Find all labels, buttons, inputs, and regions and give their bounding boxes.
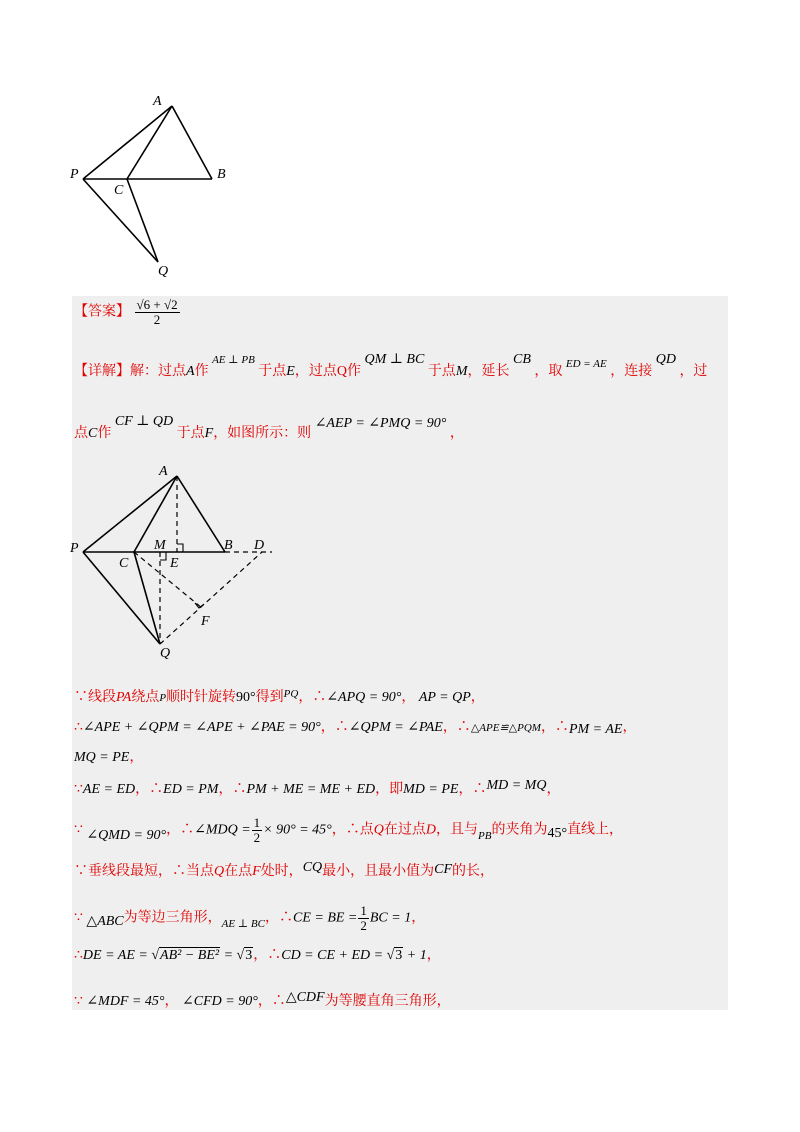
proof-line-6: ∵垂线段最短，∴当点Q在点F处时，CQ最小，且最小值为CF的长， <box>74 860 495 879</box>
fig2-label-q: Q <box>160 646 171 660</box>
proof-line-5: ∵ ∠QMD = 90°，∴∠MDQ = $\frac{1}{2}$ × 90° = 45°，∴点Q在过点D，且与$_{PB}$的夹角为45°直线上， <box>74 815 624 845</box>
proof-line-3: MQ = PE， <box>74 750 144 765</box>
fig2-label-p: P <box>70 541 79 556</box>
fig2-label-d: D <box>254 538 265 553</box>
label-c: C <box>114 183 124 198</box>
proof-line-4: ∵AE = ED，∴ED = PM，∴PM + ME = ME + ED，即MD = PE，∴MD = MQ， <box>74 778 561 797</box>
detail-tag: 【详解】 <box>74 364 130 379</box>
proof-line-2: ∴∠APE + ∠QPM = ∠APE + ∠PAE = 90°，∴∠QPM = ∠PAE，∴△APE≌△PQM，∴PM = AE， <box>74 720 637 737</box>
figure-triangle-rotation <box>62 90 252 280</box>
half-fraction: $\frac{1}{2}$ <box>253 815 261 845</box>
fig2-label-a: A <box>159 464 168 479</box>
answer-fraction: $\frac{√6 + √2}{2}$ <box>136 297 178 327</box>
fig2-label-c: C <box>119 556 129 571</box>
detail-line-1: 【详解】解：过点A作 $^{AE \perp PB}$ 于点E，过点Q作 QM ⊥ BC 于点M，延长 CB ，取 $^{ED = AE}$ ，连接 QD ，过 <box>74 352 708 379</box>
label-q: Q <box>158 264 169 279</box>
answer-line <box>74 298 181 326</box>
fig2-label-e: E <box>170 556 179 571</box>
fig2-label-m: M <box>154 538 166 553</box>
fig2-label-b: B <box>224 538 233 553</box>
detail-line-2: 点C作 CF ⊥ QD 于点F，如图所示：则 ∠AEP = ∠PMQ = 90° ， <box>74 414 464 441</box>
figure-construction <box>62 460 282 660</box>
fig2-label-f: F <box>201 614 210 629</box>
proof-line-9: ∵ ∠MDF = 45°， ∠CFD = 90°，∴△CDF为等腰直角三角形， <box>74 990 451 1009</box>
answer-tag: 【答案】 <box>74 304 130 320</box>
half-fraction-2: $\frac{1}{2}$ <box>360 903 367 933</box>
proof-line-7: ∵ △ABC为等边三角形，$_{AE \perp BC}$，∴CE = BE = $\frac{1}{2}$ BC = 1， <box>74 903 426 933</box>
proof-line-8: ∴DE = AE = √AB² − BE² = √3，∴CD = CE + ED = √3 + 1， <box>74 948 441 963</box>
proof-line-1: ∵线段PA绕点P顺时针旋转90°得到$^{PQ}$，∴∠APQ = 90°， AP = QP， <box>74 688 485 705</box>
label-p: P <box>70 167 79 182</box>
label-b: B <box>217 167 226 182</box>
label-a: A <box>153 94 162 109</box>
